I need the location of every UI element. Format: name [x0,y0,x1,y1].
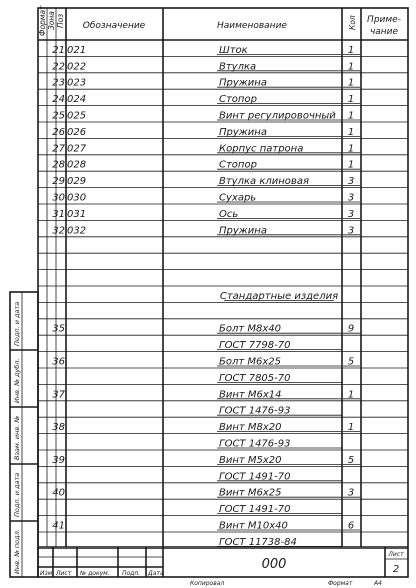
row-name: Шток [219,44,248,56]
title-doc-no: № докум. [80,570,110,577]
header-name: Наименование [217,21,287,31]
row-pos: 35 [52,323,65,335]
row-qty: 1 [347,77,355,89]
header-note-line2: чание [369,27,399,37]
row-name: ГОСТ 7805-70 [219,372,291,384]
footer-copied: Копировал [190,580,225,587]
row-name: Пружина [219,77,267,89]
row-qty: 5 [347,454,355,466]
row-name: Стандартные изделия [219,290,339,302]
row-name: Пружина [219,126,267,138]
row-designation: 029 [67,176,87,188]
title-date: Дата [148,570,164,577]
row-pos: 27 [52,143,65,155]
row-qty: 9 [347,323,355,335]
row-qty: 1 [347,126,355,138]
row-name: Винт М6х25 [219,487,282,499]
row-pos: 25 [52,110,65,122]
side-sign-date-1: Подп. и дата [13,301,21,346]
row-name: ГОСТ 1491-70 [219,504,291,516]
header-format: Формат [38,5,47,36]
row-name: Болт М8х40 [219,323,282,335]
row-qty: 6 [347,520,355,532]
row-pos: 32 [52,225,65,237]
side-replace-inv: Взам. инв. № [13,415,21,460]
row-designation: 024 [67,94,87,106]
row-pos: 40 [52,487,65,499]
title-izm: Изм [40,570,53,577]
row-qty: 3 [347,176,355,188]
row-name: Винт М5х20 [219,454,282,466]
side-orig-inv: Инв. № подл. [13,529,21,574]
row-pos: 26 [52,126,65,138]
row-name: ГОСТ 1476-93 [219,438,291,450]
row-name: Втулка [219,61,257,73]
row-name: ГОСТ 11738-84 [219,536,297,548]
row-qty: 1 [347,44,355,56]
footer-format-label: Формат [328,580,353,587]
row-designation: 030 [67,192,87,204]
row-pos: 29 [52,176,65,188]
row-designation: 027 [67,143,87,155]
header-qty: Кол [348,15,357,30]
row-name: ГОСТ 7798-70 [219,340,291,352]
title-block [38,547,408,577]
row-qty: 1 [347,422,355,434]
row-designation: 021 [67,44,87,56]
row-pos: 22 [52,61,65,73]
row-name: Винт регулировочный [219,110,336,122]
title-sign: Подп. [122,570,141,577]
row-name: Пружина [219,225,267,237]
title-list: Лист [56,570,72,577]
spec-rows [38,45,408,549]
row-pos: 36 [52,356,65,368]
row-designation: 032 [67,225,87,237]
side-strip [10,292,38,577]
header-zone: Зона [47,11,56,30]
header-designation: Обозначение [82,21,146,31]
row-pos: 31 [52,208,65,220]
row-qty: 1 [347,94,355,106]
row-qty: 3 [347,225,355,237]
header-note-line1: Приме- [367,15,401,25]
row-pos: 28 [52,159,65,171]
row-qty: 1 [347,61,355,73]
row-designation: 025 [67,110,87,122]
row-name: ГОСТ 1476-93 [219,405,291,417]
side-sign-date-2: Подп. и дата [13,472,21,517]
row-designation: 028 [67,159,87,171]
row-pos: 38 [52,422,65,434]
row-pos: 30 [52,192,65,204]
row-qty: 1 [347,143,355,155]
row-qty: 1 [347,110,355,122]
title-sheet-label: Лист [388,551,404,558]
row-pos: 39 [52,454,65,466]
title-sheet-number: 2 [392,564,400,575]
row-name: Сухарь [219,192,257,204]
row-qty: 3 [347,487,355,499]
row-pos: 21 [52,44,65,56]
row-designation: 031 [67,208,87,220]
row-qty: 5 [347,356,355,368]
row-name: Стопор [219,94,257,106]
row-name: Винт М10х40 [219,520,288,532]
row-pos: 41 [52,520,65,532]
row-designation: 023 [67,77,87,89]
side-dup-inv: Инв. № дубл. [13,358,21,403]
row-qty: 1 [347,159,355,171]
row-name: Болт М6х25 [219,356,282,368]
row-qty: 3 [347,208,355,220]
row-name: ГОСТ 1491-70 [219,471,291,483]
row-designation: 022 [67,61,87,73]
row-qty: 3 [347,192,355,204]
row-pos: 23 [52,77,65,89]
row-name: Корпус патрона [219,143,304,155]
footer-format-value: А4 [374,580,382,587]
row-name: Ось [219,208,239,220]
row-designation: 026 [67,126,87,138]
row-pos: 24 [52,94,65,106]
row-name: Винт М8х20 [219,422,282,434]
row-name: Втулка клиновая [219,176,309,188]
header-pos: Поз [56,13,65,28]
row-name: Стопор [219,159,257,171]
row-name: Винт М6х14 [219,389,282,401]
title-designation: 000 [261,557,287,572]
row-pos: 37 [52,389,65,401]
row-qty: 1 [347,389,355,401]
